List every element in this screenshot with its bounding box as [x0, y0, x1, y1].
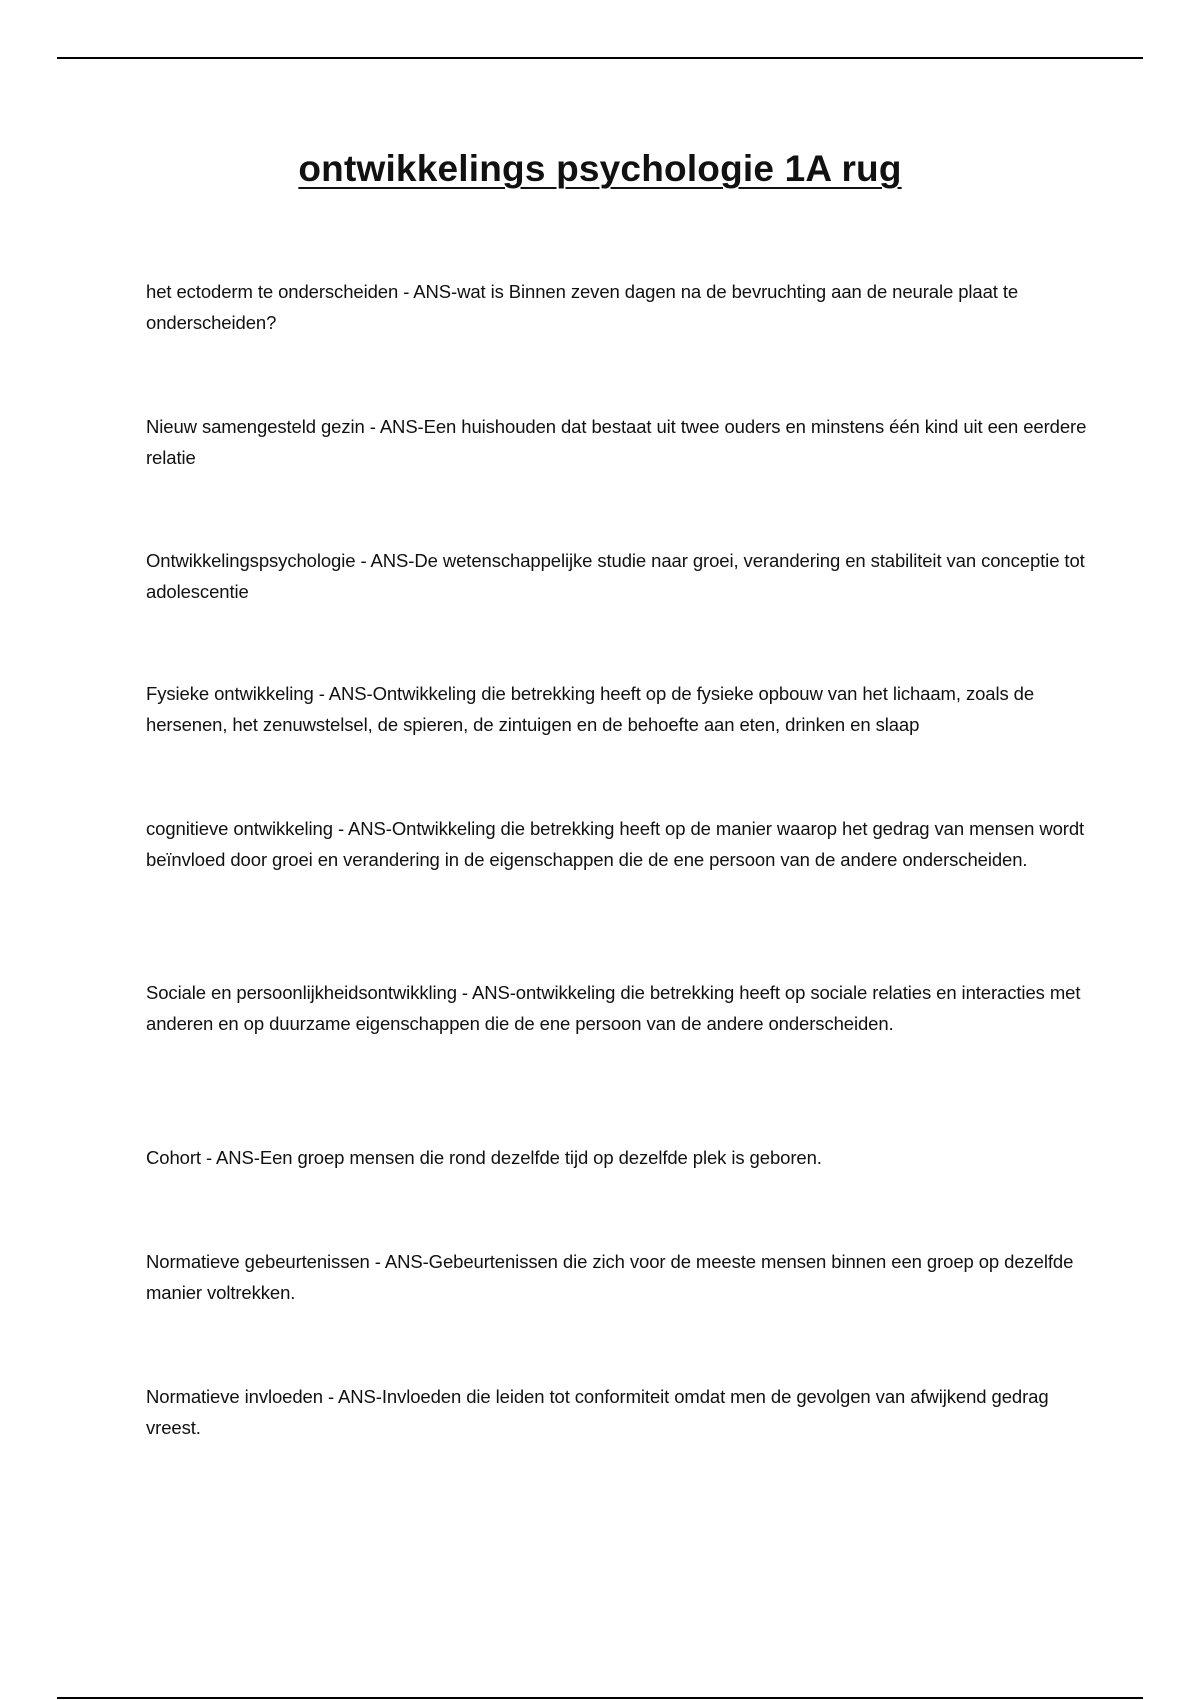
top-divider — [57, 57, 1143, 59]
flashcard-entry: Nieuw samengesteld gezin - ANS-Een huishouden dat bestaat uit twee ouders en minstens één kind uit een eerdere relatie — [146, 416, 1087, 468]
flashcard-entry: Sociale en persoonlijkheidsontwikkling - ANS-ontwikkeling die betrekking heeft op sociale relaties en interacties met anderen en op duurzame eigenschappen die de ene persoon van de andere onderscheiden. — [146, 982, 1081, 1034]
flashcard-entry: Normatieve gebeurtenissen - ANS-Gebeurtenissen die zich voor de meeste mensen binnen een groep op dezelfde manier voltrekken. — [146, 1251, 1074, 1303]
flashcard-entry: cognitieve ontwikkeling - ANS-Ontwikkeling die betrekking heeft op de manier waarop het gedrag van mensen wordt beïnvloed door groei en verandering in de eigenschappen die de ene persoon van de andere onderscheiden. — [146, 818, 1085, 870]
flashcard-entry: Normatieve invloeden - ANS-Invloeden die leiden tot conformiteit omdat men de gevolgen van afwijkend gedrag vreest. — [146, 1386, 1049, 1438]
flashcard-entry: Fysieke ontwikkeling - ANS-Ontwikkeling die betrekking heeft op de fysieke opbouw van het lichaam, zoals de hersenen, het zenuwstelsel, de spieren, de zintuigen en de behoefte aan eten, drinken en slaap — [146, 683, 1035, 735]
flashcard-entry: Ontwikkelingspsychologie - ANS-De wetenschappelijke studie naar groei, verandering en stabiliteit van conceptie tot adolescentie — [146, 550, 1085, 602]
document-title: ontwikkelings psychologie 1A rug — [298, 148, 902, 189]
bottom-divider — [57, 1697, 1143, 1699]
flashcard-entry: Cohort - ANS-Een groep mensen die rond dezelfde tijd op dezelfde plek is geboren. — [146, 1147, 822, 1168]
flashcard-entry: het ectoderm te onderscheiden - ANS-wat is Binnen zeven dagen na de bevruchting aan de neurale plaat te onderscheiden? — [146, 281, 1019, 333]
